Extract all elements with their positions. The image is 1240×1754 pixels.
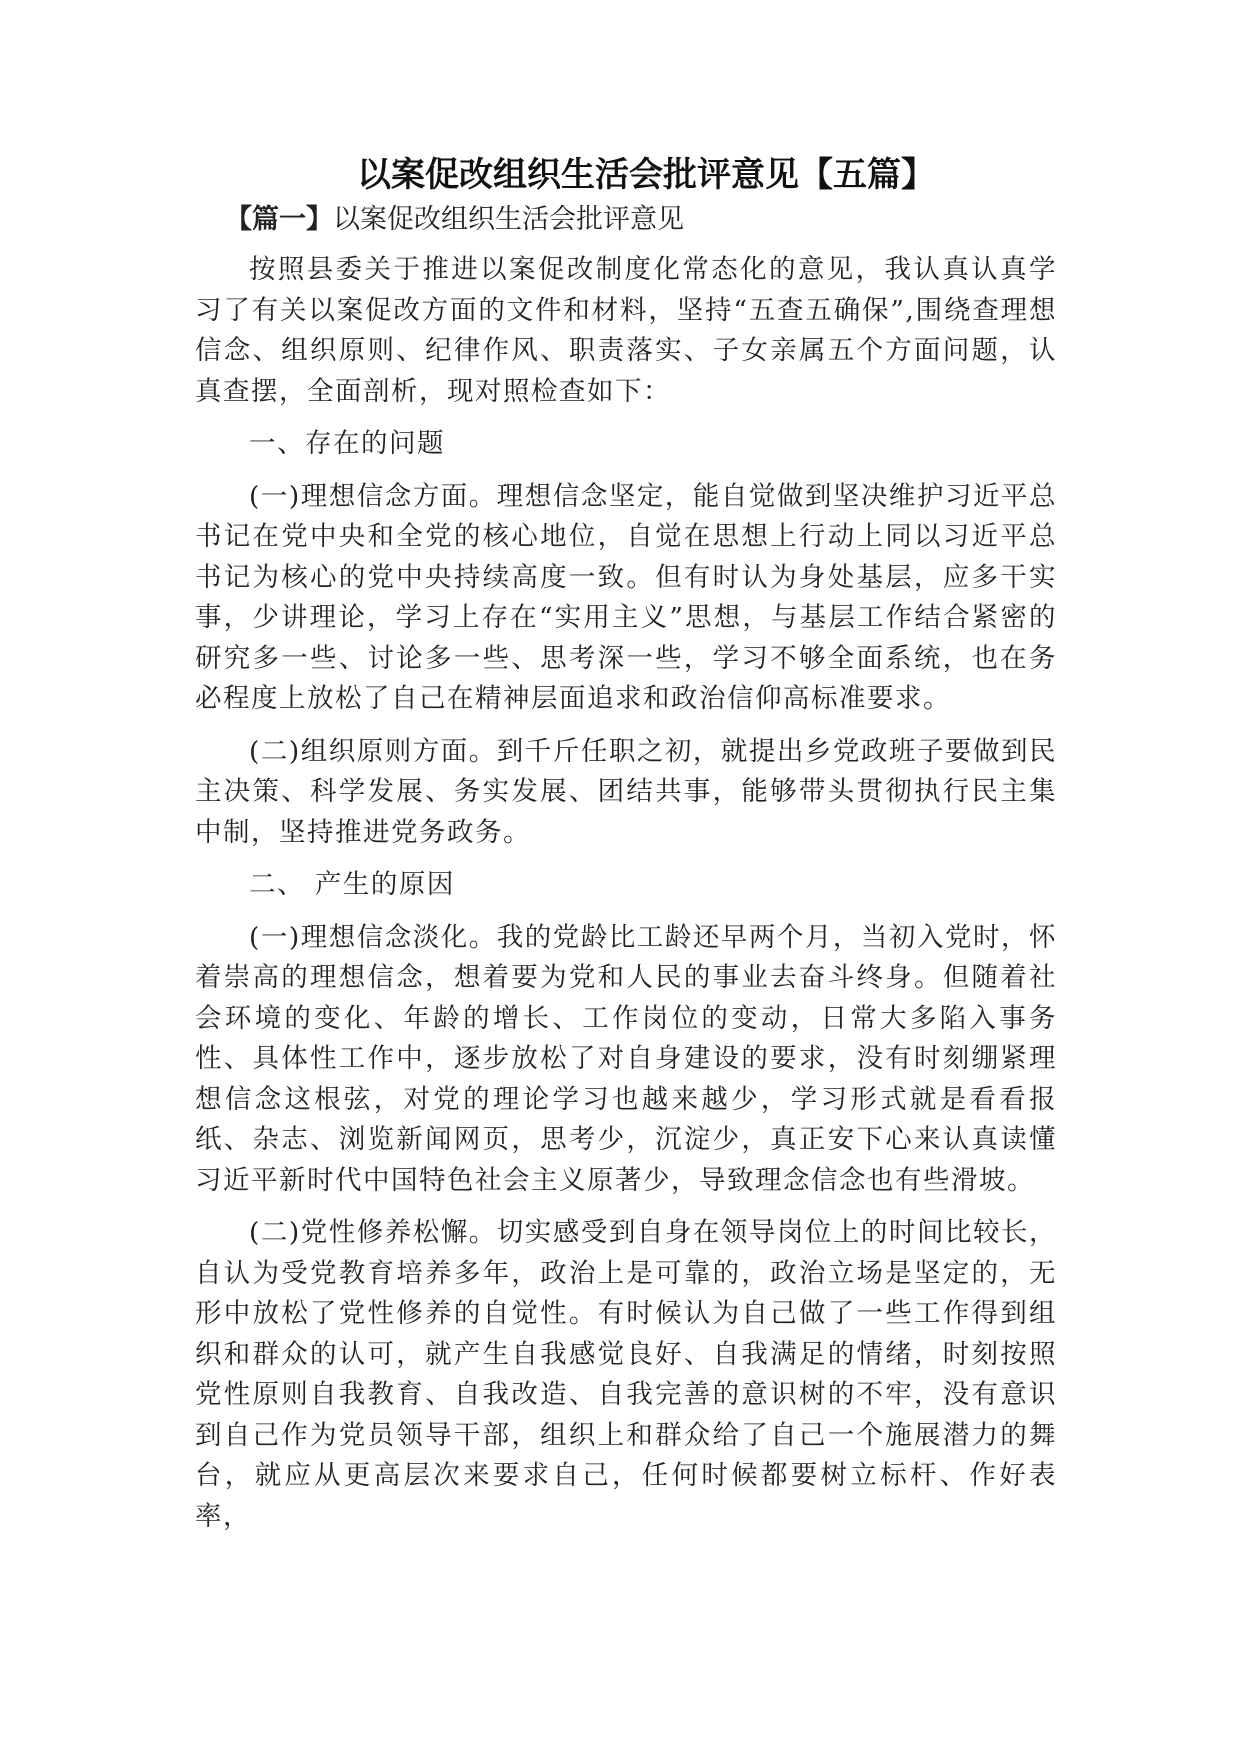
section-subtitle-text: 以案促改组织生活会批评意见 bbox=[333, 204, 684, 235]
document-title: 以案促改组织生活会批评意见【五篇】 bbox=[357, 155, 935, 195]
section-heading-causes: 二、 产生的原因 bbox=[249, 869, 455, 900]
section-subtitle bbox=[195, 200, 1057, 240]
paragraph-organization: (二)组织原则方面。到千斤任职之初，就提出乡党政班子要做到民主决策、科学发展、务实发展、团结共事，能够带头贯彻执行民主集中制，坚持推进党务政务。 bbox=[195, 735, 1057, 848]
document-page bbox=[195, 150, 1057, 1549]
paragraph-ideals: (一)理想信念方面。理想信念坚定，能自觉做到坚决维护习近平总书记在党中央和全党的核心地位，自觉在思想上行动上同以习近平总书记为核心的党中央持续高度一致。但有时认为身处基层，应多干实事，少讲理论，学习上存在“实用主义”思想，与基层工作结合紧密的研究多一些、讨论多一些、思考深一些，学习不够全面系统，也在务必程度上放松了自己在精神层面追求和政治信仰高标准要求。 bbox=[195, 480, 1057, 714]
section-heading-problems: 一、存在的问题 bbox=[249, 428, 445, 459]
section-number: 【篇一】 bbox=[225, 204, 333, 235]
paragraph-party-spirit: (二)党性修养松懈。切实感受到自身在领导岗位上的时间比较长，自认为受党教育培养多年，政治上是可靠的，政治立场是坚定的，无形中放松了党性修养的自觉性。有时候认为自己做了一些工作得到组织和群众的认可，就产生自我感觉良好、自我满足的情绪，时刻按照党性原则自我教育、自我改造、自我完善的意识树的不牢，没有意识到自己作为党员领导干部，组织上和群众给了自己一个施展潜力的舞台，就应从更高层次来要求自己，任何时候都要树立标杆、作好表率， bbox=[195, 1217, 1057, 1532]
intro-paragraph: 按照县委关于推进以案促改制度化常态化的意见，我认真认真学习了有关以案促改方面的文件和材料，坚持“五查五确保”,围绕查理想信念、组织原则、纪律作风、职责落实、子女亲属五个方面问题，认真查摆，全面剖析，现对照检查如下： bbox=[195, 254, 1057, 407]
paragraph-faith-weakened: (一)理想信念淡化。我的党龄比工龄还早两个月，当初入党时，怀着崇高的理想信念，想着要为党和人民的事业去奋斗终身。但随着社会环境的变化、年龄的增长、工作岗位的变动，日常大多陷入事务性、具体性工作中，逐步放松了对自身建设的要求，没有时刻绷紧理想信念这根弦，对党的理论学习也越来越少，学习形式就是看看报纸、杂志、浏览新闻网页，思考少，沉淀少，真正安下心来认真读懂习近平新时代中国特色社会主义原著少，导致理念信念也有些滑坡。 bbox=[195, 921, 1057, 1196]
